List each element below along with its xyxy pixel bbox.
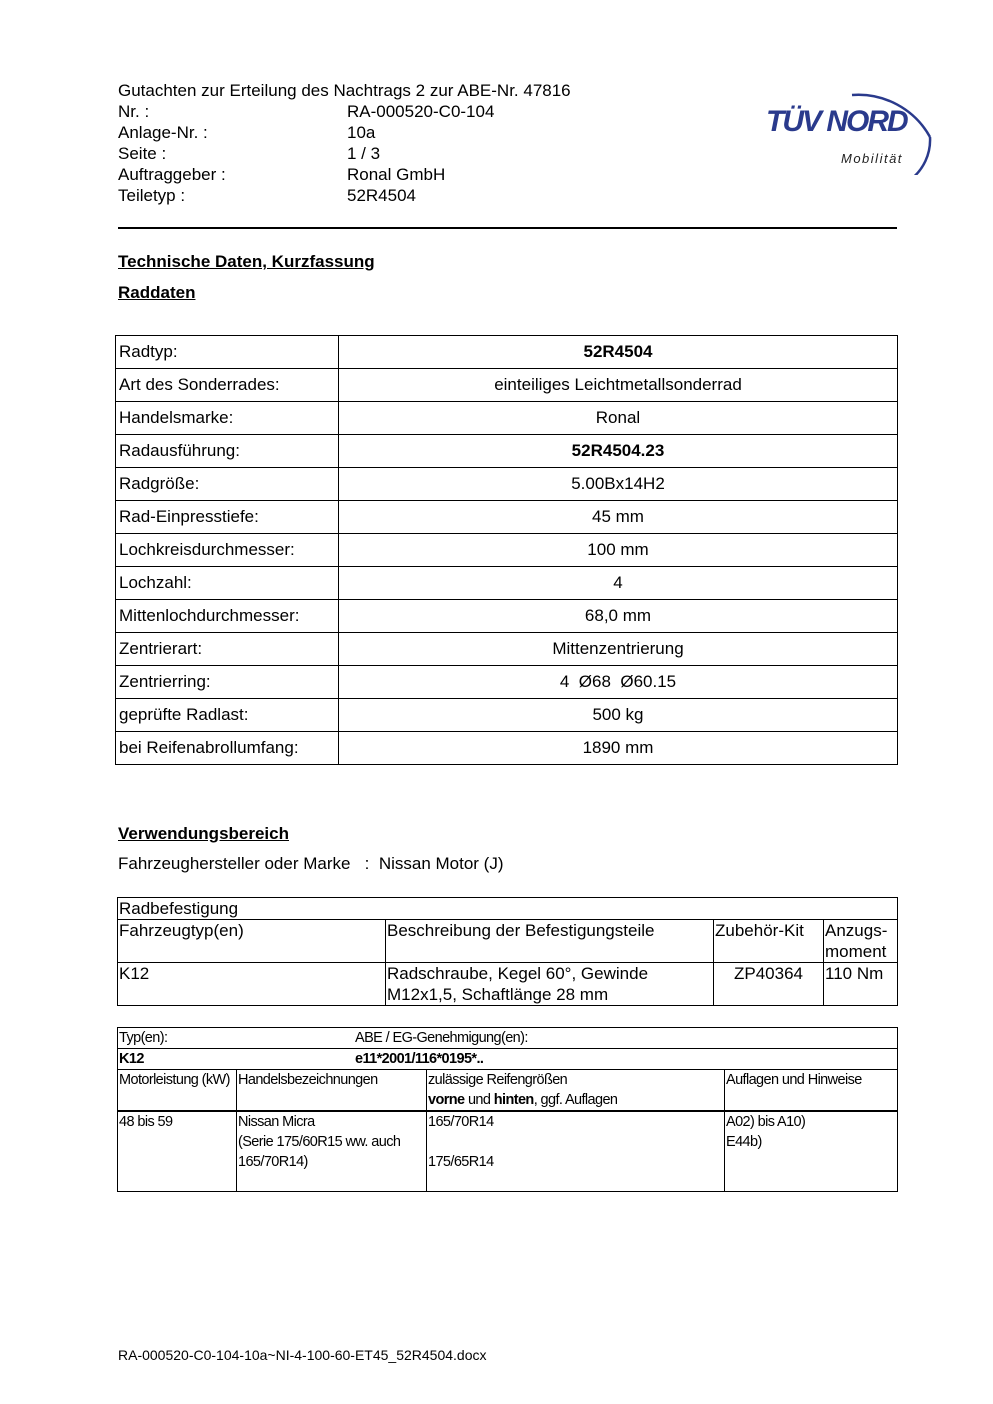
reifen-2: 175/65R14 <box>428 1154 494 1170</box>
table-header-row <box>118 920 898 963</box>
row-value: 100 mm <box>339 534 898 567</box>
row-value: Mittenzentrierung <box>339 633 898 666</box>
cell-kit: ZP40364 <box>714 963 824 1006</box>
document-header <box>118 80 571 206</box>
abe-label: ABE / EG-Genehmigung(en): <box>355 1030 528 1046</box>
cell-typ: K12 <box>118 963 386 1006</box>
row-label: Lochkreisdurchmesser: <box>116 534 339 567</box>
header-value: RA-000520-C0-104 <box>347 102 495 121</box>
manufacturer-separator: : <box>364 854 370 873</box>
reifen-und: und <box>467 1092 491 1108</box>
row-value: 52R4504.23 <box>339 435 898 468</box>
header-label: Nr. : <box>118 102 150 121</box>
cell-beschreibung: Radschraube, Kegel 60°, Gewinde M12x1,5, Schaftlänge 28 mm <box>386 963 714 1006</box>
cell-motor: 48 bis 59 <box>118 1111 237 1192</box>
table-row <box>118 963 898 1006</box>
manufacturer-label: Fahrzeughersteller oder Marke <box>118 854 351 873</box>
reifen-header-line: zulässige Reifengrößen <box>428 1072 568 1088</box>
row-value: 52R4504 <box>339 336 898 369</box>
row-value: einteiliges Leichtmetallsonderrad <box>339 369 898 402</box>
table-row <box>116 336 898 369</box>
header-divider <box>118 227 897 229</box>
row-value: 45 mm <box>339 501 898 534</box>
table-row <box>118 1049 898 1070</box>
header-row-seite <box>118 143 571 164</box>
column-header-motor: Motorleistung (kW) <box>118 1070 237 1112</box>
section-title: Technische Daten, Kurzfassung <box>118 252 375 271</box>
row-label: Rad-Einpresstiefe: <box>116 501 339 534</box>
cell-handel <box>237 1111 427 1192</box>
table-row <box>116 402 898 435</box>
header-value: 10a <box>347 123 376 142</box>
header-value: 52R4504 <box>347 186 417 205</box>
document-title: Gutachten zur Erteilung des Nachtrags 2 zur ABE-Nr. 47816 <box>118 81 571 100</box>
row-value: 500 kg <box>339 699 898 732</box>
row-value: 1890 mm <box>339 732 898 765</box>
column-header-handel: Handelsbezeichnungen <box>237 1070 427 1112</box>
raddaten-table <box>115 335 898 765</box>
header-label: Seite : <box>118 144 167 163</box>
table-row <box>118 1028 898 1049</box>
tuev-nord-logo <box>760 55 945 175</box>
header-value: Ronal GmbH <box>347 165 446 184</box>
column-header: Anzugs-moment <box>824 920 898 963</box>
header-row-nr <box>118 101 571 122</box>
table-row <box>116 435 898 468</box>
table-row <box>116 732 898 765</box>
column-header-auflagen: Auflagen und Hinweise <box>725 1070 898 1112</box>
header-row-teiletyp <box>118 185 571 206</box>
row-label: Lochzahl: <box>116 567 339 600</box>
row-label: geprüfte Radlast: <box>116 699 339 732</box>
table-row <box>116 567 898 600</box>
row-label: Art des Sonderrades: <box>116 369 339 402</box>
row-label: Radtyp: <box>116 336 339 369</box>
header-row-auftraggeber <box>118 164 571 185</box>
auflagen-1: A02) bis A10) <box>726 1114 806 1130</box>
column-header: Fahrzeugtyp(en) <box>118 920 386 963</box>
handel-note: (Serie 175/60R15 ww. auch 165/70R14) <box>238 1134 401 1170</box>
cell-moment: 110 Nm <box>824 963 898 1006</box>
table-header-row <box>118 1070 898 1112</box>
column-header-reifen <box>427 1070 725 1112</box>
typ-table <box>117 1027 898 1192</box>
column-header: Beschreibung der Befestigungsteile <box>386 920 714 963</box>
manufacturer-value: Nissan Motor (J) <box>378 854 504 873</box>
column-header: Zubehör-Kit <box>714 920 824 963</box>
table-row <box>116 633 898 666</box>
cell-reifen <box>427 1111 725 1192</box>
abe-value: e11*2001/116*0195*.. <box>355 1051 484 1067</box>
reifen-1: 165/70R14 <box>428 1114 494 1130</box>
row-label: Handelsmarke: <box>116 402 339 435</box>
table-row <box>116 501 898 534</box>
table-row <box>116 369 898 402</box>
reifen-vorne: vorne <box>428 1092 465 1108</box>
header-row-anlage <box>118 122 571 143</box>
header-label: Auftraggeber : <box>118 165 226 184</box>
radbefestigung-table <box>117 897 898 1006</box>
table-row <box>118 898 898 920</box>
row-label: Radgröße: <box>116 468 339 501</box>
raddaten-heading: Raddaten <box>118 283 196 302</box>
table-row <box>116 600 898 633</box>
row-label: bei Reifenabrollumfang: <box>116 732 339 765</box>
table-row <box>116 468 898 501</box>
header-value: 1 / 3 <box>347 144 381 163</box>
typ-label: Typ(en): <box>119 1030 168 1046</box>
footer-filename: RA-000520-C0-104-10a~NI-4-100-60-ET45_52R4504.docx <box>118 1347 487 1363</box>
row-value: 5.00Bx14H2 <box>339 468 898 501</box>
row-label: Mittenlochdurchmesser: <box>116 600 339 633</box>
reifen-hinten: hinten <box>493 1092 534 1108</box>
header-label: Anlage-Nr. : <box>118 123 208 142</box>
table-row <box>116 699 898 732</box>
row-label: Zentrierring: <box>116 666 339 699</box>
radbefestigung-title: Radbefestigung <box>118 898 898 920</box>
typ-value: K12 <box>119 1051 144 1067</box>
logo-subtitle: Mobilität <box>841 151 903 166</box>
manufacturer-line <box>118 854 504 874</box>
verwendung-heading: Verwendungsbereich <box>118 824 289 843</box>
row-value: 4 Ø68 Ø60.15 <box>339 666 898 699</box>
logo-brand: TÜV NORD <box>766 105 907 138</box>
row-value: 68,0 mm <box>339 600 898 633</box>
header-label: Teiletyp : <box>118 186 186 205</box>
handel-name: Nissan Micra <box>238 1114 315 1130</box>
reifen-rest: , ggf. Auflagen <box>533 1092 618 1108</box>
row-label: Radausführung: <box>116 435 339 468</box>
auflagen-2: E44b) <box>726 1134 762 1150</box>
table-row <box>116 534 898 567</box>
table-row <box>116 666 898 699</box>
table-row <box>118 1111 898 1192</box>
cell-auflagen <box>725 1111 898 1192</box>
row-value: Ronal <box>339 402 898 435</box>
row-label: Zentrierart: <box>116 633 339 666</box>
row-value: 4 <box>339 567 898 600</box>
